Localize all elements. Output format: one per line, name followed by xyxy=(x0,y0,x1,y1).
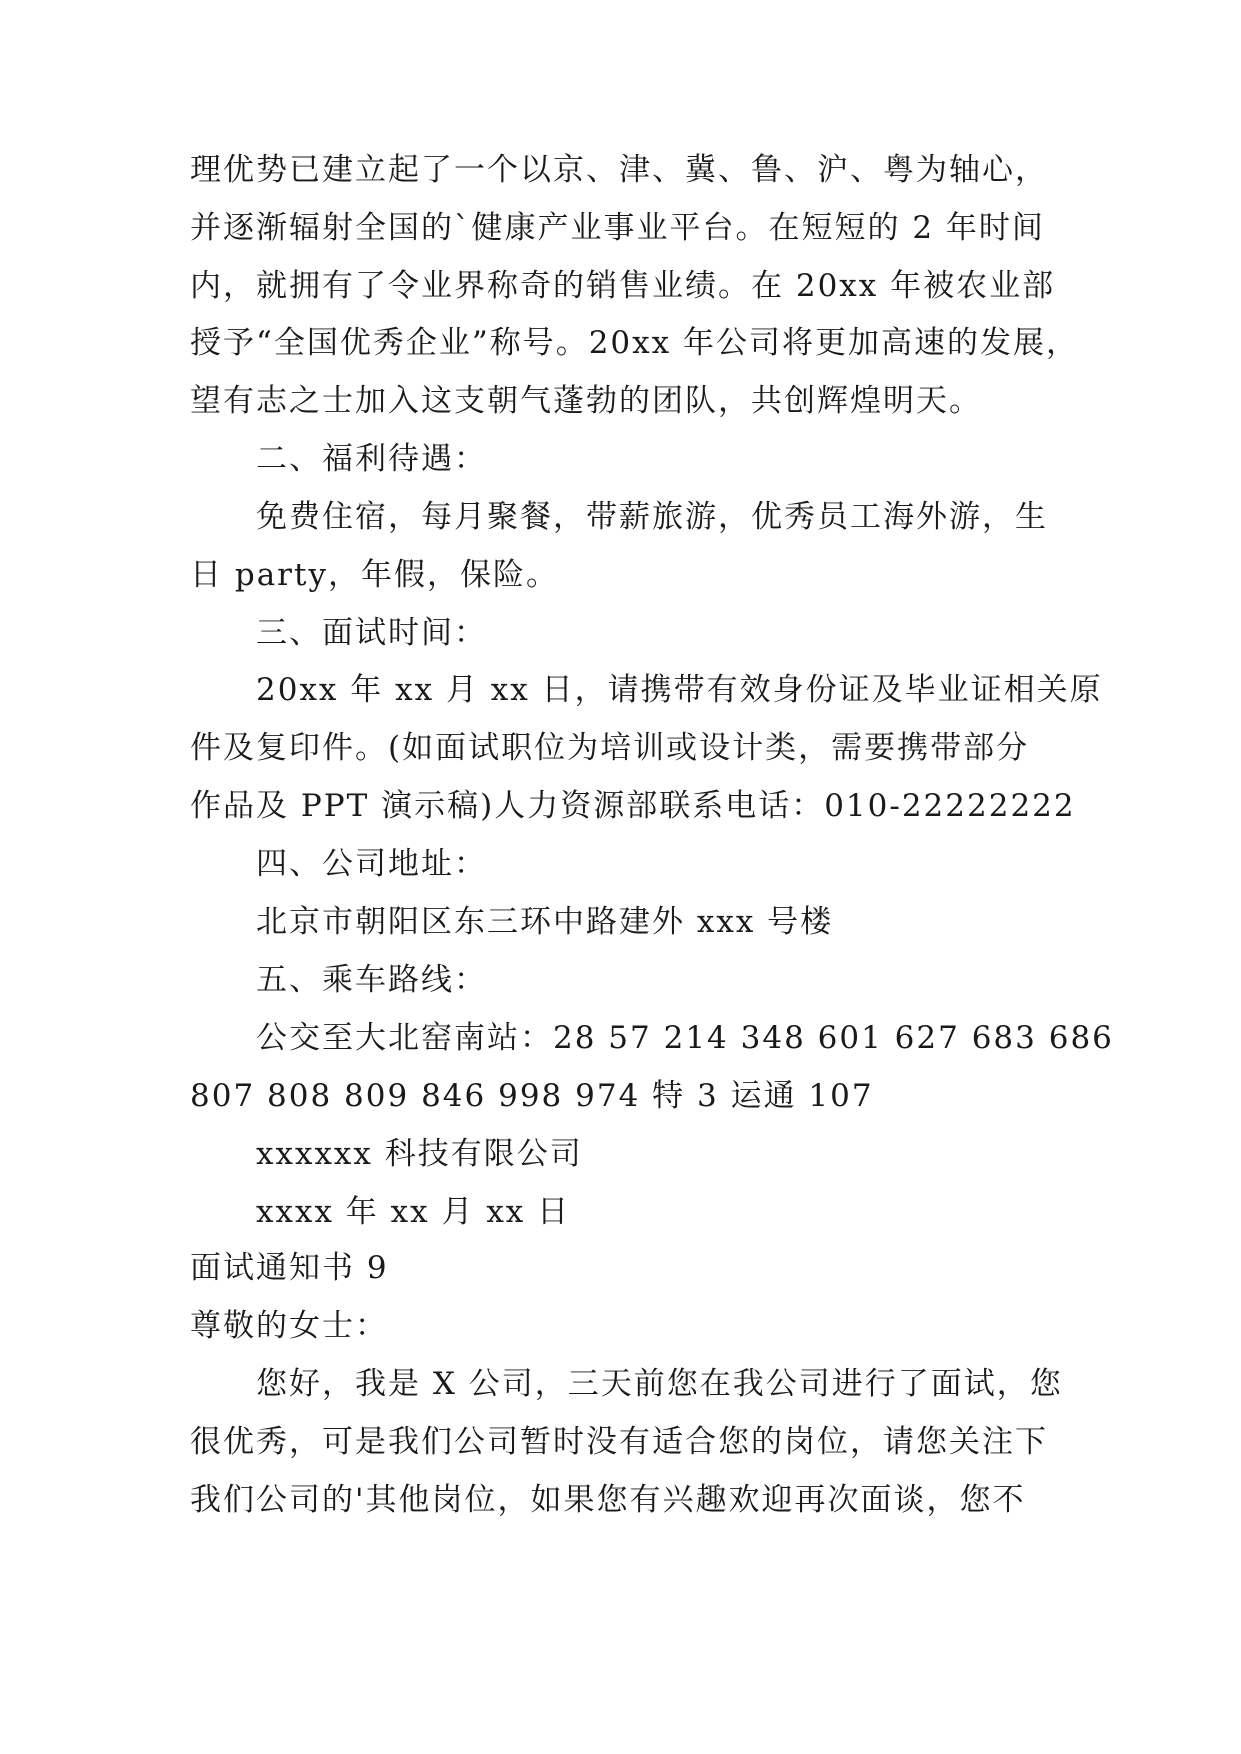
section-heading-interview-time: 三、面试时间： xyxy=(256,615,487,651)
route-line-2: 807 808 809 846 998 974 特 3 运通 107 xyxy=(190,1078,874,1114)
body-line-3: 内，就拥有了令业界称奇的销售业绩。在 20xx 年被农业部 xyxy=(190,268,1056,304)
letter-line-3: 我们公司的'其他岗位，如果您有兴趣欢迎再次面谈，您不 xyxy=(190,1482,1026,1518)
section-heading-address: 四、公司地址： xyxy=(256,846,487,882)
body-line-5: 望有志之士加入这支朝气蓬勃的团队，共创辉煌明天。 xyxy=(190,383,982,419)
interview-time-line-1: 20xx 年 xx 月 xx 日，请携带有效身份证及毕业证相关原 xyxy=(256,672,1103,708)
letter-line-2: 很优秀，可是我们公司暂时没有适合您的岗位，请您关注下 xyxy=(190,1424,1048,1460)
body-line-1: 理优势已建立起了一个以京、津、冀、鲁、沪、粤为轴心， xyxy=(190,152,1048,188)
signature-date: xxxx 年 xx 月 xx 日 xyxy=(256,1194,571,1230)
salutation: 尊敬的女士： xyxy=(190,1308,388,1344)
company-signature: xxxxxx 科技有限公司 xyxy=(256,1136,583,1172)
benefits-line-1: 免费住宿，每月聚餐，带薪旅游，优秀员工海外游，生 xyxy=(256,499,1048,535)
benefits-line-2: 日 party，年假，保险。 xyxy=(190,557,559,593)
section-heading-benefits: 二、福利待遇： xyxy=(256,441,487,477)
letter-title: 面试通知书 9 xyxy=(190,1250,389,1286)
section-heading-route: 五、乘车路线： xyxy=(256,962,487,998)
body-line-2: 并逐渐辐射全国的`健康产业事业平台。在短短的 2 年时间 xyxy=(190,210,1045,246)
interview-time-line-2: 件及复印件。(如面试职位为培训或设计类，需要携带部分 xyxy=(190,730,1030,766)
letter-line-1: 您好，我是 X 公司，三天前您在我公司进行了面试，您 xyxy=(256,1366,1063,1402)
body-line-4: 授予“全国优秀企业”称号。20xx 年公司将更加高速的发展， xyxy=(190,325,1079,361)
interview-time-line-3: 作品及 PPT 演示稿)人力资源部联系电话：010-22222222 xyxy=(190,788,1076,824)
route-line-1: 公交至大北窑南站：28 57 214 348 601 627 683 686 xyxy=(256,1020,1114,1056)
address-line: 北京市朝阳区东三环中路建外 xxx 号楼 xyxy=(256,904,834,940)
